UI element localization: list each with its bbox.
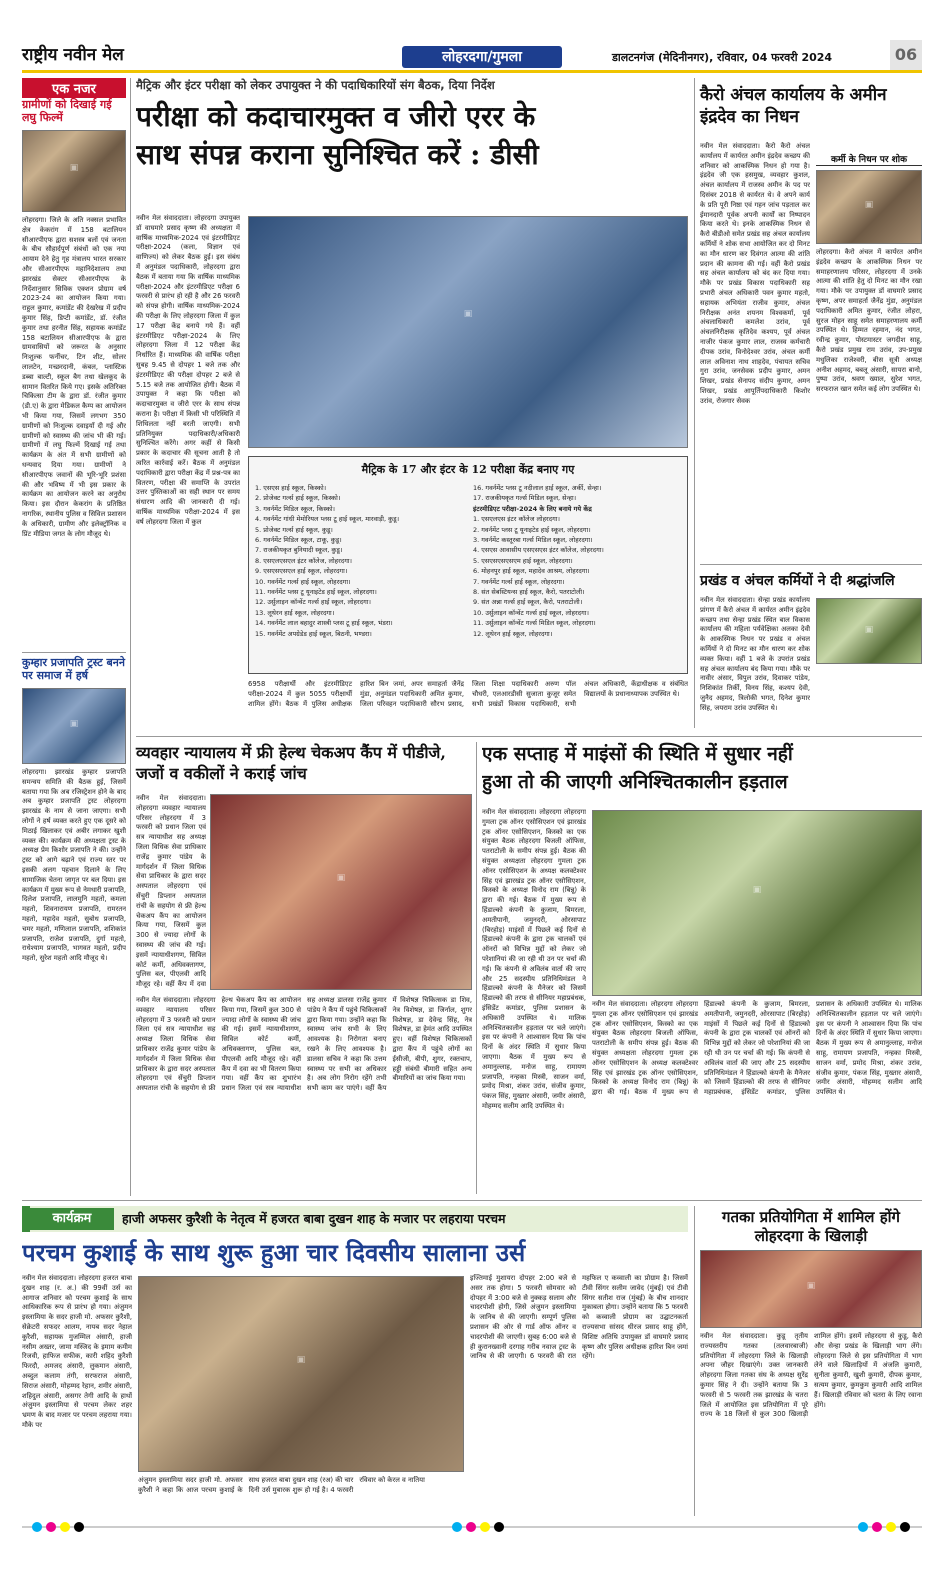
gatka-photo <box>700 1250 922 1328</box>
magenta-mark <box>872 1522 882 1532</box>
urs-body-left: नवीन मेल संवाददाता। लोहरदगा हजरत बाबा दुखन शाह (र. अ.) की 99वीं उर्स का आगाज शनिवार को परचम कुशाई के साथ आधिकारिक रूप से प्रारंभ हो गया। अंजुमन इस्लामिया के सदर हाजी मो. अफसर कुरैशी, सेक्रेटरी सफदर आलम, नायब सदर नेहाल कुरैशी, सहायक मुजम्मिल अंसारी, हाजी नसीम अख्तर, जामा मस्जिद के इमाम कमीम रिजवी, हाफिज सफीक, कारी शहिद कुरैशी फिरदौ, अमजद अंसारी, लुकमान अंसारी, अब्दुल कलाम तंगी, सरफराज अंसारी, सिराज अंसारी, मोहम्मद रेहान, शमीर अंसारी, शहिदुल अंसारी, असगर तेगी आदि के हाथों अंजुमन इस्लामिया से परचम लेकर शहर भ्रमण के बाद मजार पर परचम लहराया गया। मौके पर <box>22 1274 132 1429</box>
story1-photo <box>22 130 126 212</box>
court-headline: व्यवहार न्यायालय में फ्री हेल्थ चेकअप कैंप में पीडीजे, जजों व वकीलों ने कराई जांच <box>136 743 446 783</box>
exam-centre-title: मैट्रिक के 17 और इंटर के 12 परीक्षा केंद्र बनाए गए <box>361 463 575 476</box>
story1-body: लोहरदगा। जिले के अति नक्सल प्रभावित क्षेत्र केकरांग में 158 बटालियन सीआरपीएफ द्वारा सशस्त्र बलों एवं जनता के बीच सौहार्दपूर्ण संबंधों को एक नया आयाम देने हेतु गृह मंत्रालय भारत सरकार और सीआरपीएफ महानिदेशालय तथा झारखंड सेक्टर सीआरपीएफ के निर्देशानुसार सिविक एक्शन प्रोग्राम वर्ष 2023-24 का आयोजन किया गया। राहुल कुमार, कमांडेंट की देखरेख में प्रदीप कुमार सिंह, डिप्टी कमांडेंट, डॉ. रंजीत कुमार तथा हरनीत सिंह, सहायक कमांडेंट 158 बटालियन सीआरपीएफ के द्वारा ग्रामवासियों को जरूरत के अनुसार निःशुल्क फर्नीचर, टिन शीट, सोलर लालटेन, मच्छरदानी, कंबल, प्लास्टिक डब्बा बाल्टी, स्कूल बैग तथा खेलकूद के सामान वितरित किये गए। इसके अतिरिक्त चिकित्सा टीम के द्वारा डॉ. रंजीत कुमार (डी.ए) के द्वारा मेडिकल कैम्प का आयोजन भी किया गया, जिसमें लगभग 350 ग्रामीणों को निःशुल्क दवाइयाँ दी गई और ग्रामीणों को स्वास्थ्य की जांच भी की गई। ग्रामीणों में लघु फिल्में दिखाई गई तथा कार्यक्रम के अंत में सभी ग्रामीणों को धन्यवाद दिया गया। ग्रामीणों ने सीआरपीएफ जवानों की भूरि-भूरि प्रशंसा की और भविष्य में भी इस प्रकार के कार्यक्रम का आयोजन करने का अनुरोध किया। इस दौरान केकरांग के प्रतिष्ठित नागरिक, स्थानीय पुलिस व सिविल प्रशासन के अधिकारी, ग्रामीण और इलेक्ट्रॉनिक व प्रिंट मीडिया जगत के लोग मौजूद थे। <box>22 216 126 538</box>
mines-body-col1: नवीन मेल संवाददाता। लोहरदगा लोहरदगा गुमला ट्रक ऑनर एसोसिएशन एवं झारखंड ट्रक ऑनर एसोसिएशन, किस्को का एक संयुक्त बैठक लोहरदगा बिजली ऑफिस, पतराटोली के समीप संपन्न हुई। बैठक की संयुक्त अध्यक्षता लोहरदगा गुमला ट्रक ऑनर एसोसिएशन के अध्यक्ष कलक्टेश्वर सिंह एवं झारखंड ट्रक ऑनर एसोसिएशन, किस्को के अध्यक्ष विनोद राम (बिन्नू) के द्वारा की गई। बैठक में मुख्य रूप से हिंडाल्को कंपनी के कुजाम, बिमरला, अमतीपानी, जमुनदरी, ओरसापाट (बिरहोड़) माइंसों में पिछले कई दिनों से हिंडाल्को कंपनी के द्वारा ट्रक चालकों एवं ऑनरों को विभिन्न मुद्दों को लेकर जो परेशानियां की जा रही थी उन पर चर्चा की गई। कि कंपनी से अविलंब वार्ता की जाए और 25 सदस्यीय प्रतिनिधिमंडल ने हिंडाल्को कंपनी के मैनेजर को जिसमें हिंडाल्को की तरफ से सीनियर महाप्रबंधक, इंसिडेंट कमांडर, पुलिस प्रशासन के अधिकारी उपस्थित थे। मालिक अनिश्चितकालीन हड़ताल पर चले जाएंगे। इस पर कंपनी ने आश्वासन दिया कि पांच दिनों के अंदर स्थिति में सुधार किया जाएगा। बैठक में मुख्य रूप से अमानुल्लाह, मनोज साहू, रामायण प्रजापति, नन्हका मिस्त्री, साजन वर्मा, प्रमोद मिश्रा, शंकर उरांव, संजीव कुमार, पंकज सिंह, मुख्तार अंसारी, जमीर अंसारी, मोहम्मद सलीम आदि उपस्थित थे। <box>482 808 586 1110</box>
list-item: 10. उर्सुलाइन कॉन्वेंट गर्ल्स हाई स्कूल, लोहरदगा। <box>473 608 589 617</box>
masthead-rule <box>22 70 922 73</box>
program-bar <box>22 1206 688 1232</box>
divider <box>700 564 922 565</box>
main-headline-2: साथ संपन्न कराना सुनिश्चित करें : डीसी <box>136 138 539 171</box>
section-band: लोहरदगा/गुमला <box>402 46 562 68</box>
yellow-mark <box>480 1522 490 1532</box>
cyan-mark <box>858 1522 868 1532</box>
paper-name: राष्ट्रीय नवीन मेल <box>22 45 124 65</box>
yellow-mark <box>60 1522 70 1532</box>
right-headline-1: कैरो अंचल कार्यालय के अमीन इंद्रदेव का निधन <box>700 85 887 127</box>
black-mark <box>74 1522 84 1532</box>
right-body-1: नवीन मेल संवाददाता। कैरो कैरो अंचल कार्यालय में कार्यरत अमीन इंद्रदेव कच्छप की शनिवार को आकस्मिक निधन हो गया है। इंद्रदेव जी एक हसमुख, व्यवहार कुशल, अंचल कार्यालय में राजस्व अमीन के पद पर दिसंबर 2018 से कार्यरत थे। वे अपने कार्य के प्रति पूरी निष्ठा एवं गहन जांच पड़ताल कर ईमानदारी पूर्वक अपनी कार्यों का निष्पादन किया करते थे। इनके आकस्मिक निधन से कैरो बीडीओ समेत प्रखंड सह अंचल कार्यालय कर्मियों ने शोक सभा आयोजित कर दो मिनट का मौन धारण कर दिवंगत आत्मा की शांति प्रदान की कामना की गई। वहीं कैरो प्रखंड सह अंचल कार्यालय को बंद कर दिया गया। मौके पर प्रखंड विकास पदाधिकारी सह प्रभारी अंचल अधिकारी पवन कुमार महतो, सहायक अभियंता राजीव कुमार, अंचल निरीक्षक अनंत शयनम विश्वकर्मा, पूर्व अंचलाधिकारी कमलेश उरांव, पूर्व अंचलनिरीक्षक कृतिदेव कश्यप, पूर्व अंचल नाजीर पंकज कुमार लाल, राजस्व कर्मचारी दीपक उरांव, विनोदेश्वर उरांव, अंचल कर्मी लाल अविनाश नाथ शाहदेव, पंचायत सचिव गुरा उरांव, जनसेवक प्रदीप कुमार, अमन शिखर, प्रखंड सेनापद संदीप कुमार, अमन शिखर, प्रखंड आपूर्तिपदाधिकारी किशोर उरांव, रोजगार सेवक <box>700 142 810 405</box>
column-rule <box>130 78 131 1196</box>
list-item: 2. प्रोजेक्ट गर्ल्स हाई स्कूल, किस्को। <box>255 494 341 503</box>
mines-headline-2: हुआ तो की जाएगी अनिश्चितकालीन हड़ताल <box>482 771 788 793</box>
mines-body: नवीन मेल संवाददाता। लोहरदगा लोहरदगा गुमला ट्रक ऑनर एसोसिएशन एवं झारखंड ट्रक ऑनर एसोसिएशन, किस्को का एक संयुक्त बैठक लोहरदगा बिजली ऑफिस, पतराटोली के समीप संपन्न हुई। बैठक की संयुक्त अध्यक्षता लोहरदगा गुमला ट्रक ऑनर एसोसिएशन के अध्यक्ष कलक्टेश्वर सिंह एवं झारखंड ट्रक ऑनर एसोसिएशन, किस्को के अध्यक्ष विनोद राम (बिन्नू) के द्वारा की गई। बैठक में मुख्य रूप से हिंडाल्को कंपनी के कुजाम, बिमरला, अमतीपानी, जमुनदरी, ओरसापाट (बिरहोड़) माइंसों में पिछले कई दिनों से हिंडाल्को कंपनी के द्वारा ट्रक चालकों एवं ऑनरों को विभिन्न मुद्दों को लेकर जो परेशानियां की जा रही थी उन पर चर्चा की गई। कि कंपनी से अविलंब वार्ता की जाए और 25 सदस्यीय प्रतिनिधिमंडल ने हिंडाल्को कंपनी के मैनेजर को जिसमें हिंडाल्को की तरफ से सीनियर महाप्रबंधक, इंसिडेंट कमांडर, पुलिस प्रशासन के अधिकारी उपस्थित थे। मालिक अनिश्चितकालीन हड़ताल पर चले जाएंगे। इस पर कंपनी ने आश्वासन दिया कि पांच दिनों के अंदर स्थिति में सुधार किया जाएगा। बैठक में मुख्य रूप से अमानुल्लाह, मनोज साहू, रामायण प्रजापति, नन्हका मिस्त्री, साजन वर्मा, प्रमोद मिश्रा, शंकर उरांव, संजीव कुमार, पंकज सिंह, मुख्तार अंसारी, जमीर अंसारी, मोहम्मद सलीम आदि उपस्थित थे। <box>592 1000 922 1097</box>
black-mark <box>494 1522 504 1532</box>
image-icon: ▣ <box>864 624 874 635</box>
mines-headline-1: एक सप्ताह में माइंसों की स्थिति में सुधार नहीं <box>482 743 793 765</box>
matric-centre-list <box>255 483 465 639</box>
court-body: नवीन मेल संवाददाता। लोहरदगा व्यवहार न्यायालय परिसर लोहरदगा में 3 फरवरी को प्रधान जिला एवं सत्र न्यायाधीश सह अध्यक्ष जिला विधिक सेवा प्राधिकार राजेंद्र कुमार पांडेय के मार्गदर्शन में जिला विधिक सेवा प्राधिकार के द्वारा सदर अस्पताल लोहरदगा एवं सेंचुरी डिप्लान अस्पताल रांची के सहयोग से फ्री हेल्थ चेकअप कैंप का आयोजन किया गया, जिसमें कुल 300 से ज्यादा लोगों के स्वास्थ्य की जांच की गई। इसमें न्यायाधीशगण, सिविल कोर्ट कर्मी, अधिवक्तागण, पुलिस बल, पीएलवी आदि मौजूद रहे। वहीं कैंप में दवा का भी वितरण किया गया। वहीं कैंप का शुभारंभ प्रधान जिला एवं सत्र न्यायाधीश सह अध्यक्ष डालसा राजेंद्र कुमार पांडेय ने कैंप में पहुंचे चिकित्सकों द्वारा किया गया। उन्होंने कहा कि स्वास्थ्य जांच सभी के लिए आवश्यक है। निरोगता बनाए रखने के लिए आवश्यक है। डालसा सचिव ने कहा कि उत्तम स्वास्थ्य पर सभी का अधिकार है। अब लोग निरोग रहेंगे तभी सभी काम कर पाएंगे। वहीं कैंप में विशेषज्ञ चिकित्सक डा शिव, नेत्र विशेषज्ञ, डा जिर्नाल, शुगर विशेषज्ञ, डा देवेन्द्र सिंह, नेत्र विशेषज्ञ, डा हेमंत आदि उपस्थित हुए। वहीं विशेषज्ञ चिकित्सकों द्वारा कैंप में पहुंचे लोगों का ईसीजी, बीपी, शुगर, रक्तचाप, हड्डी संबंधी बीमारी सहित अन्य बीमारियों का जांच किया गया। <box>136 996 472 1093</box>
list-item: 17. राजकीयकृत गर्ल्स मिडिल स्कूल, सेन्हा। <box>473 494 577 503</box>
gatka-headline: गतका प्रतियोगिता में शामिल होंगे लोहरदगा के खिलाड़ी <box>722 1208 900 1245</box>
image-icon: ▣ <box>69 718 79 729</box>
list-item: 9. एसएसएसएल हाई स्कूल, लोहरदगा। <box>255 567 348 576</box>
magenta-mark <box>466 1522 476 1532</box>
list-item: 5. प्रोजेक्ट गर्ल्स हाई स्कूल, कुडू। <box>255 525 333 534</box>
list-item: 7. राजकीयकृत बुनियादी स्कूल, कुडू। <box>255 546 343 555</box>
condolence-caption: कर्मी के निधन पर शोक <box>816 152 922 166</box>
program-bar-text: हाजी अफसर कुरैशी के नेतृत्व में हजरत बाबा दुखन शाह के मजार पर लहराया परचम <box>122 1211 506 1226</box>
image-icon: ▣ <box>752 884 762 895</box>
yellow-mark <box>886 1522 896 1532</box>
cyan-mark <box>452 1522 462 1532</box>
main-headline-1: परीक्षा को कदाचारमुक्त व जीरो एरर के <box>136 100 536 133</box>
gatka-body: नवीन मेल संवाददाता। कुडू तृतीय राज्यस्तरीय गतका (तलवारबाजी) प्रतियोगिता में लोहरदगा जिले के खिलाड़ी अपना जौहर दिखाएंगे। उक्त जानकारी लोहरदगा जिला गतका संघ के अध्यक्ष सुरेंद्र कुमार सिंह ने दी। उन्होंने बताया कि 3 फरवरी से 5 फरवरी तक झारखंड के चतरा जिले में आयोजित इस प्रतियोगिता में पूरे राज्य के 18 जिलों से कुल 300 खिलाड़ी शामिल होंगे। इसमें लोहरदगा से कुडू, कैरो और सेन्हा प्रखंड के खिलाड़ी भाग लेंगे। लोहरदगा जिले से इस प्रतियोगिता में भाग लेने वाले खिलाड़ियों में अंजलि कुमारी, सुनीता कुमारी, खुशी कुमारी, दीपक कुमार, सत्यम कुमार, कुमकुम कुमारी आदि शामिल हैं। खिलाड़ी रविवार को चतरा के लिए रवाना होंगे। <box>700 1332 922 1419</box>
inter-centre-list <box>473 483 683 639</box>
list-item: 8. एसएलएसएल इंटर कॉलेज, लोहरदगा। <box>255 556 353 565</box>
story1-headline: ग्रामीणों को दिखाई गई लघु फिल्में <box>22 98 112 124</box>
urs-headline: परचम कुशाई के साथ शुरू हुआ चार दिवसीय सालाना उर्स <box>22 1238 526 1267</box>
image-icon: ▣ <box>806 1281 816 1292</box>
image-icon: ▣ <box>336 872 346 883</box>
list-item: 11. गवर्नमेंट प्लस टू यूनाइटेड हाई स्कूल, लोहरदगा। <box>255 588 377 597</box>
tribute-photo <box>816 598 922 664</box>
main-body-bottom: 6958 परीक्षार्थी और इंटरमीडिएट परीक्षा-2024 में कुल 5055 परीक्षार्थी शामिल होंगे। बैठक में पुलिस अधीक्षक हारिश बिन जमां, अपर समाहर्ता जैनेंद्र मुंडा, अनुमंडल पदाधिकारी अमित कुमार, जिला परिवहन पदाधिकारी सौरभ प्रसाद, जिला शिक्षा पदाधिकारी अरुण पॉल चौधरी, एलआरडीसी सुजाता कुजूर समेत सभी प्रखंडों विकास पदाधिकारी, सभी अंचल अधिकारी, केंद्राधीक्षक व संबंधित विद्यालयों के प्रधानाध्यापक उपस्थित थे। <box>248 680 688 708</box>
list-item: 13. लूथेरन हाई स्कूल, लोहरदगा। <box>255 608 335 617</box>
list-item: 10. गवर्नमेंट गर्ल्स हाई स्कूल, लोहरदगा। <box>255 577 351 586</box>
list-item: 4. गवर्नमेंट गांधी मेमोरियल प्लस टू हाई स्कूल, मारवाड़ी, कुडू। <box>255 515 400 524</box>
list-item: 4. एसएस आवासीय एसएसएस इंटर कॉलेज, लोहरदगा। <box>473 546 604 555</box>
list-item: 11. उर्सुलाइन कॉन्वेंट गर्ल्स मिडिल स्कूल, लोहरदगा। <box>473 619 596 628</box>
ek-nazar-label <box>22 78 126 97</box>
right-headline-2: प्रखंड व अंचल कर्मियों ने दी श्रद्धांजलि <box>700 573 895 589</box>
column-rule <box>476 742 477 1194</box>
list-item: 1. एसएलएस इंटर कॉलेज लोहरदगा। <box>473 515 560 524</box>
story2-body: लोहरदगा। झारखंड कुम्हार प्रजापति समन्वय समिति की बैठक हुई, जिसमें बताया गया कि अब रजिस्ट्रेशन होने के बाद अब कुम्हार प्रजापति ट्रस्ट लोहरदगा झारखंड के नाम से जाना जाएगा। सभी लोगों ने हर्ष व्यक्त करते हुए एक दूसरे को मिठाई खिलाकर एवं अबीर लगाकर खुशी व्यक्त की। कार्यक्रम की अध्यक्षता ट्रस्ट के अध्यक्ष प्रेम किशोर प्रजापति ने की। उन्होंने ट्रस्ट को आगे बढ़ाने एवं राज्य स्तर पर इसकी अलग पहचान दिलाने के लिए सामाजिक चेतना जागृत पर बल दिया। इस कार्यक्रम में मुख्य रूप से नेमधारी प्रजापति, दिलेश प्रजापति, लालमुनि महतो, कमला महतो, शिवनारायण प्रजापति, रामरतन महतो, महादेव महतो, सुबोध प्रजापति, चमर महतो, मणिलाल प्रजापति, शशिकांत प्रजापति, राजेश प्रजापति, दुर्गा महतो, राधेश्याम प्रजापति, भागवत महतो, प्रदीप महतो, सुरेश महतो आदि मौजूद थे। <box>22 768 126 963</box>
story2-photo <box>22 688 126 764</box>
urs-body-right: इज्तिमाई मुशायरा दोपहर 2:00 बजे से असर तक होगा। 5 फरवरी सोमवार को दोपहर में 3:00 बजे से नुक्कड़ सलाम और चादरपोशी होगी, जिसे अंजुमन इस्लामिया के जानिब से की जाएगी। सम्पूर्ण पुलिस प्रशासन की ओर से गार्ड ऑफ ऑनर व चादरपोशी की जाएगी। सुबह 6:00 बजे से ही कुरानख्वानी दरगाह गरीब नवाज ट्रस्ट के जानिब से की जाएगी। 6 फरवरी की रात महफिल ए कव्वाली का प्रोग्राम है। जिसमें टीवी सिंगर सलीम जावेद (मुंबई) एवं टीवी सिंगर सतीश राज (मुंबई) के बीच शानदार मुकाबला होगा। उन्होंने बताया कि 5 फरवरी को कव्वाली प्रोग्राम का उद्घाटनकर्ता राज्यसभा सांसद धीरज प्रसाद साहू होंगे, विशिष्ट अतिथि उपायुक्त डॉ वाघमारे प्रसाद कृष्ण और पुलिस अधीक्षक हारिश बिन जमां रहेंगे। <box>470 1274 688 1361</box>
main-body-col1: नवीन मेल संवाददाता। लोहरदगा उपायुक्त डॉ वाघमारे प्रसाद कृष्ण की अध्यक्षता में वार्षिक माध्यमिक-2024 एवं इंटरमीडिएट परीक्षा-2024 (कला, विज्ञान एवं वाणिज्य) को लेकर बैठक हुई। इस संबंध में अनुमंडल पदाधिकारी, लोहरदगा द्वारा बैठक में बताया गया कि वार्षिक माध्यमिक परीक्षा-2024 और इंटरमीडिएट परीक्षा 6 फरवरी से प्रारंभ हो रही है और 26 फरवरी को संपन्न होगी। वार्षिक माध्यमिक-2024 की परीक्षा के लिए लोहरदगा जिला में कुल 17 परीक्षा केंद्र बनाये गये हैं। वहीं इंटरमीडिएट परीक्षा-2024 के लिए लोहरदगा जिला में 12 परीक्षा केंद्र निर्धारित हैं। माध्यमिक की वार्षिक परीक्षा सुबह 9.45 से दोपहर 1 बजे तक और इंटरमीडिएट की परीक्षा दोपहर 2 बजे से 5.15 बजे तक आयोजित होगी। बैठक में उपायुक्त ने कहा कि परीक्षा को कदाचारमुक्त व जीरो एरर के साथ संपन्न कराना है। परीक्षा में किसी भी परिस्थिति में शिथिलता नहीं बरती जाएगी। सभी प्रतिनियुक्त पदाधिकारी/अधिकारी सुनिश्चित करेंगे। अगर कहीं से किसी प्रकार के कदाचार की सूचना आती है तो त्वरित कार्रवाई करें। बैठक में अनुमंडल पदाधिकारी द्वारा परीक्षा केंद्र में प्रश्न-पत्र का वितरण, परीक्षा की समाप्ति के उपरांत उत्तर पुस्तिकाओं का सही स्थान पर समय संधारण आदि की जानकारी दी गई। वार्षिक माध्यमिक परीक्षा-2024 में इस वर्ष लोहरदगा जिला में कुल <box>136 214 240 526</box>
image-icon: ▣ <box>69 163 79 173</box>
list-item: 7. गवर्नमेंट गर्ल्स हाई स्कूल, लोहरदगा। <box>473 577 565 586</box>
list-item: 16. गवर्नमेंट प्लस टू नदीलाल हाई स्कूल, अर्की, सेन्हा। <box>473 484 602 492</box>
cyan-mark <box>32 1522 42 1532</box>
column-rule <box>694 78 695 728</box>
list-item: 8. संत सेबस्टियन्स हाई स्कूल, कैरो, पतराटोली। <box>473 588 585 597</box>
list-item: 12. उर्सुलाइन कॉन्वेंट गर्ल्स हाई स्कूल, लोहरदगा। <box>255 598 371 607</box>
image-icon: ▣ <box>296 1354 306 1365</box>
list-item: 15. गवर्नमेंट अपग्रेडेड हाई स्कूल, बिठनी, भण्डरा। <box>255 629 372 638</box>
section-label: एक नजर <box>22 78 126 98</box>
page-number: 06 <box>890 40 922 70</box>
divider <box>22 652 126 653</box>
list-item: 14. गवर्नमेंट लाल बहादुर शास्त्री प्लस टू हाई स्कूल, भंडरा। <box>255 619 393 628</box>
urs-photo <box>138 1276 464 1472</box>
program-tag: कार्यक्रम <box>30 1208 114 1230</box>
main-photo <box>248 216 688 448</box>
divider <box>22 1200 922 1201</box>
right-body-2: नवीन मेल संवाददाता। सेन्हा प्रखंड कार्यालय प्रांगण में कैरो अंचल में कार्यरत अमीन इंद्रदेव कच्छप तथा सेन्हा प्रखंड स्थित बाल विकास कार्यालय की महिला पर्यवेक्षिका अलका देवी के आकस्मिक निधन पर प्रखंड व अंचल कर्मियों ने दो मिनट का मौन धारण कर शोक व्यक्त किया। वहीं 1 बजे के उपरांत प्रखंड सह अंचल कार्यालय बंद किया गया। मौके पर नावीर अंसार, विपुल उरांव, दिवाकर पांडेय, निशिकांत तिर्की, विनय सिंह, कश्यप देवी, जुनैद अहमद, त्रिलोकी भगत, दिनेश कुमार सिंह, जयराम उरांव उपस्थित थे। <box>700 596 810 712</box>
court-photo <box>210 794 472 990</box>
list-item: 6. मोहनपुर हाई स्कूल, महादेव आश्रम, लोहरदगा। <box>473 567 590 576</box>
black-mark <box>900 1522 910 1532</box>
divider <box>136 736 922 737</box>
right-body-1b: लोहरदगा। कैरो अंचल में कार्यरत अमीन इंद्रदेव कच्छप के आकस्मिक निधन पर समाहरणालय परिसर, लोहरदगा में उनके आत्मा की शांति हेतु दो मिनट का मौन रखा गया। मौके पर उपायुक्त डॉ वाघमारे प्रसाद कृष्ण, अपर समाहर्ता जैनेंद्र मुंडा, अनुमंडल पदाधिकारी अमित कुमार, रंजीत लोहरा, सुरज मोहन साहू समेत समाहरणालय कर्मी उपस्थित थे। हिम्मत रहमान, नंद भगत, रवीन्द्र कुमार, पोस्टमास्टर जगदीश साहू, कैरो प्रखंड प्रमुख राम उरांव, उप-प्रमुख मधुलिका राजेश्वरी, बीस सूत्री अध्यक्ष अनीश अहमद, बबलू अंसारी, सायरा बानो, पुष्पा उरांव, श्रवण ख्याल, सुरेश भगत, सरफराज खान समेत कई लोग उपस्थित थे। <box>816 248 922 394</box>
dateline: डालटनगंज (मेदिनीनगर), रविवार, 04 फरवरी 2024 <box>612 51 833 64</box>
condolence-photo <box>816 170 922 244</box>
list-item: 5. एसएसएसएसएम हाई स्कूल, लोहरदगा। <box>473 556 573 565</box>
image-icon: ▣ <box>463 309 473 319</box>
list-subheading: इंटरमीडिएट परीक्षा-2024 के लिए बनाये गये केंद्र <box>473 504 592 513</box>
list-item: 1. एसएस हाई स्कूल, किस्को। <box>255 484 327 492</box>
list-item: 3. गवर्नमेंट मिडिल स्कूल, किस्को। <box>255 504 335 513</box>
list-item: 12. लूथेरन हाई स्कूल, लोहरदगा। <box>473 629 553 638</box>
mines-photo <box>592 810 922 996</box>
column-rule <box>694 1206 695 1516</box>
footer-bar <box>22 1522 922 1534</box>
list-item: 6. गवर्नमेंट मिडिल स्कूल, टाकू, कुडू। <box>255 536 342 545</box>
story2-headline: कुम्हार प्रजापति ट्रस्ट बनने पर समाज में हर्ष <box>22 656 125 682</box>
list-item: 9. संत अन्ना गर्ल्स हाई स्कूल, कैरो, पतराटोली। <box>473 598 583 607</box>
urs-photo-text: अंजुमन इस्लामिया सदर हाजी मो. अफसर कुरैशी ने कहा कि आज परचम कुशाई के साथ हजरत बाबा दुखन शाह (रअ) की चार दिनी उर्स मुबारक शुरू हो गई है। 4 फरवरी रविवार को केरल व नातिया <box>138 1476 425 1494</box>
court-body-top: नवीन मेल संवाददाता। लोहरदगा व्यवहार न्यायालय परिसर लोहरदगा में 3 फरवरी को प्रधान जिला एवं सत्र न्यायाधीश सह अध्यक्ष जिला विधिक सेवा प्राधिकार राजेंद्र कुमार पांडेय के मार्गदर्शन में जिला विधिक सेवा प्राधिकार के द्वारा सदर अस्पताल लोहरदगा एवं सेंचुरी डिप्लान अस्पताल रांची के सहयोग से फ्री हेल्थ चेकअप कैंप का आयोजन किया गया, जिसमें कुल 300 से ज्यादा लोगों के स्वास्थ्य की जांच की गई। इसमें न्यायाधीशगण, सिविल कोर्ट कर्मी, अधिवक्तागण, पुलिस बल, पीएलवी आदि मौजूद रहे। वहीं कैंप में दवा <box>136 794 206 989</box>
list-item: 3. गवर्नमेंट कस्तूरबा गर्ल्स मिडिल स्कूल, लोहरदगा। <box>473 536 593 545</box>
magenta-mark <box>46 1522 56 1532</box>
exam-centre-box <box>248 456 688 674</box>
main-kicker: मैट्रिक और इंटर परीक्षा को लेकर उपायुक्त ने की पदाधिकारियों संग बैठक, दिया निर्देश <box>136 78 495 92</box>
image-icon: ▣ <box>864 199 874 210</box>
masthead <box>22 40 922 70</box>
list-item: 2. गवर्नमेंट प्लस टू यूनाइटेड हाई स्कूल, लोहरदगा। <box>473 525 591 534</box>
